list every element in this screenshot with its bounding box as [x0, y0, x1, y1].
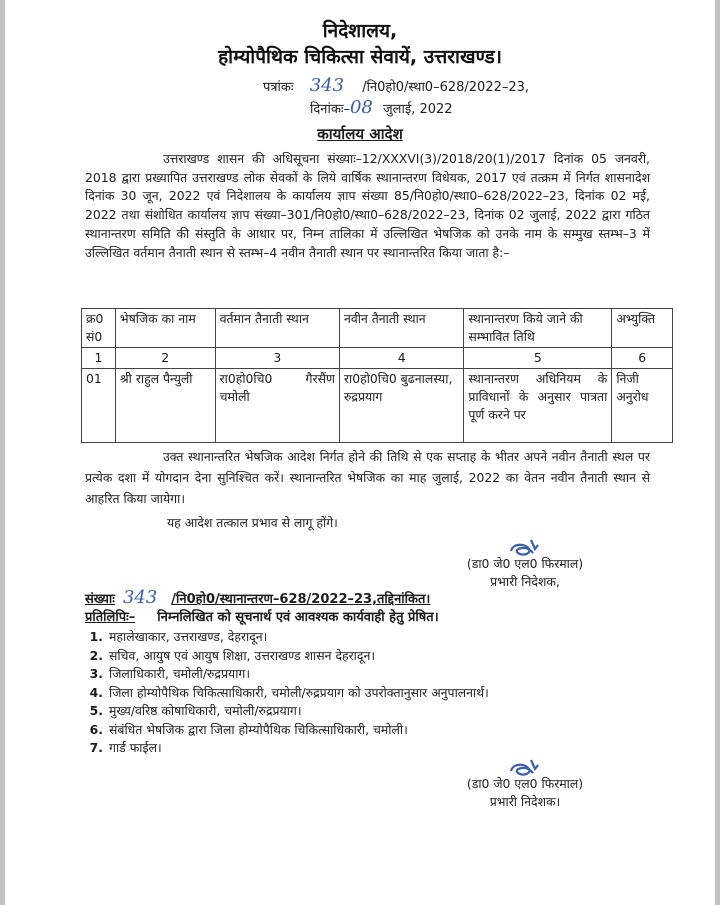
col-num-5: 5: [464, 348, 612, 369]
copy-label: प्रतिलिपिः–: [85, 610, 136, 625]
list-text: मुख्य/वरिष्ठ कोषाधिकारी, चमोली/रुद्रप्रयाग।: [109, 703, 302, 718]
list-item: [85, 684, 489, 703]
date-label: दिनांकः–: [310, 102, 350, 117]
col-num-3: 3: [215, 348, 339, 369]
table-column-number-row: [82, 348, 673, 369]
list-number: 5.: [89, 703, 103, 718]
signature-scribble-icon: [507, 757, 543, 779]
list-number: 6.: [89, 721, 103, 737]
signature-scribble-icon: [507, 537, 543, 559]
list-number: 4.: [89, 684, 103, 700]
cell-new-posting: रा0हो0चि0 बुढनालस्या, रुद्रप्रयाग: [339, 369, 463, 443]
order-paragraph-2-text: उक्त स्थानान्तरित भेषजिक आदेश निर्गत होने की तिथि से एक सप्ताह के भीतर अपने नवीन तैनाती स्थल पर प्रत्येक दशा में योगदान देना सुनिश्चित करें। स्थानान्तरित भेषजिक का माह जुलाई, 2022 का वेतन नवीन तैनाती स्थान से आहरित किया जायेगा।: [85, 449, 650, 506]
cell-name: श्री राहुल पैन्युली: [115, 369, 215, 443]
order-title: [5, 124, 715, 144]
list-text: सचिव, आयुष एवं आयुष शिक्षा, उत्तराखण्ड शासन देहरादून।: [109, 647, 376, 663]
transfer-table: [81, 308, 673, 443]
copy-intro-text: निम्नलिखित को सूचनार्थ एवं आवश्यक कार्यवाही हेतु प्रेषित।: [157, 610, 439, 625]
order-paragraph-2: [85, 446, 650, 509]
header-sno: क्र0 सं0: [82, 309, 116, 348]
col-num-2: 2: [115, 348, 215, 369]
list-number: 7.: [89, 740, 103, 755]
cell-transfer-date: स्थानान्तरण अधिनियम के प्राविधानों के अनुसार पात्रता पूर्ण करने पर: [464, 369, 612, 443]
header-transfer-date: स्थानान्तरण किये जाने की सम्भावित तिथि: [464, 309, 612, 348]
directorate-heading: निदेशालय,: [322, 20, 398, 42]
order-paragraph-3: यह आदेश तत्काल प्रभाव से लागू होंगे।: [167, 515, 338, 530]
signatory-designation-1: प्रभारी निदेशक,: [490, 574, 560, 589]
col-num-4: 4: [339, 348, 463, 369]
copy-intro: [85, 607, 439, 625]
order-paragraph-1-text: उत्तराखण्ड शासन की अधिसूचना संख्याः–12/XXXVI(3)/2018/20(1)/2017 दिनांक 05 जनवरी, 2018 द्वारा प्रख्यापित उत्तराखण्ड लोक सेवकों के लिये वार्षिक स्थानान्तरण विधेयक, 2017 एवं तत्क्रम में निर्गत शासनादेश दिनांक 30 जून, 2022 एवं निदेशालय के कार्यालय ज्ञाप संख्या 85/नि0हो0/स्था0–628/2022–23, दिनांक 02 मई, 2022 तथा संशोधित कार्यालय ज्ञाप संख्या–301/नि0हो0/स्था0–628/2022–23, दिनांक 02 जुलाई, 2022 द्वारा गठित स्थानान्तरण समिति की संस्तुति के आधार पर, निम्न तालिका में उल्लिखित भेषजिक को उनके नाम के सम्मुख स्तम्भ–3 में उल्लिखित वर्तमान तैनाती स्थान से स्तम्भ–4 नवीन तैनाती स्थान पर स्थानान्तरित किया जाता है:–: [85, 151, 650, 260]
page-edge-right: [715, 0, 720, 905]
list-text: जिला होम्योपैथिक चिकित्साधिकारी, चमोली/रुद्रप्रयाग को उपरोक्तानुसार अनुपालनार्थ।: [109, 684, 489, 700]
ref-suffix: /नि0हो0/स्था0–628/2022–23,: [362, 80, 530, 95]
list-item: [85, 665, 489, 684]
signatory-name-1: (डा0 जे0 एल0 फिरमाल): [466, 556, 584, 571]
order-paragraph-1: [85, 150, 650, 262]
ref-handwritten-number: 343: [309, 75, 345, 96]
list-item: [85, 647, 489, 666]
list-text: जिलाधिकारी, चमोली/रुद्रप्रयाग।: [109, 666, 251, 681]
list-number: 1.: [89, 629, 103, 644]
order-title-text: कार्यालय आदेश: [317, 125, 403, 143]
list-item: [85, 628, 489, 647]
copy-handwritten-number: 343: [122, 587, 158, 608]
department-heading: होम्योपैथिक चिकित्सा सेवायें, उत्तराखण्ड।: [218, 46, 502, 68]
copy-number-label: संख्याः: [85, 592, 115, 607]
list-item: [85, 739, 489, 758]
col-num-1: 1: [82, 348, 116, 369]
cell-remarks: निजी अनुरोध: [612, 369, 673, 443]
copy-recipient-list: [85, 628, 489, 758]
header-remarks: अभ्युक्ति: [612, 309, 673, 348]
list-number: 3.: [89, 666, 103, 681]
list-item: [85, 721, 489, 740]
ref-label: पत्रांकः: [263, 80, 294, 95]
date-suffix: जुलाई, 2022: [383, 102, 453, 117]
table-row: [82, 369, 673, 443]
header-current-posting: वर्तमान तैनाती स्थान: [215, 309, 339, 348]
list-item: [85, 702, 489, 721]
cell-current-posting: रा0हो0चि0 गैरसैंण चमोली: [215, 369, 339, 443]
copy-reference-number: [85, 587, 430, 608]
issue-date: [310, 97, 453, 118]
reference-number: [263, 75, 529, 96]
list-text: महालेखाकार, उत्तराखण्ड, देहरादून।: [109, 629, 268, 644]
header-name: भेषजिक का नाम: [115, 309, 215, 348]
copy-number-suffix: /नि0हो0/स्थानान्तरण–628/2022–23,तद्दिनांकित।: [171, 592, 431, 607]
table-header-row: [82, 309, 673, 348]
cell-sno: 01: [82, 369, 116, 443]
date-handwritten-day: 08: [349, 97, 373, 118]
signature-block-1: [445, 555, 605, 591]
signatory-designation-2: प्रभारी निदेशक।: [489, 794, 561, 809]
signature-block-2: [445, 775, 605, 811]
signatory-name-2: (डा0 जे0 एल0 फिरमाल): [466, 776, 584, 791]
document-page: [5, 0, 715, 905]
list-number: 2.: [89, 647, 103, 663]
header-new-posting: नवीन तैनाती स्थान: [339, 309, 463, 348]
list-text: गार्ड फाईल।: [109, 740, 162, 755]
list-text: संबंधित भेषजिक द्वारा जिला होम्योपैथिक चिकित्साधिकारी, चमोली।: [109, 721, 408, 737]
col-num-6: 6: [612, 348, 673, 369]
